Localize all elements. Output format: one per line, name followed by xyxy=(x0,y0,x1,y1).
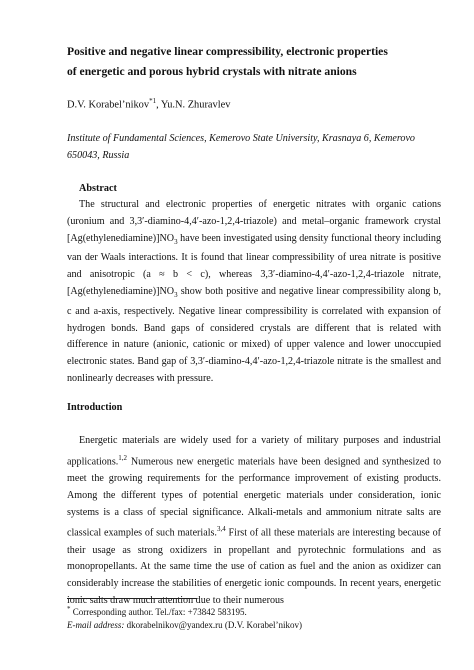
abstract-text xyxy=(67,197,441,388)
intro-part-1: Energetic materials are widely used for a variety of military purposes and industrial applications. xyxy=(67,435,441,468)
affiliation: Institute of Fundamental Sciences, Kemerovo State University, Krasnaya 6, Kemerovo 650043, Russia xyxy=(67,133,415,161)
intro-citation-1: 1,2 xyxy=(118,453,128,462)
introduction-text xyxy=(67,433,441,610)
abstract-part-3: show both positive and negative linear compressibility along b, c and a-axis, respectively. Negative linear compressibility is correlated with expansion of hydrogen bonds. Band gaps of considered crystals are different that is related with difference in nature (anionic, cationic or mixed) of upper valence and lower unoccupied electronic states. Band gap of 3,3′-diamino-4,4′-azo-1,2,4-triazole nitrate is the smallest and nonlinearly decreases with pressure. xyxy=(67,286,441,384)
footnote-text-1: Corresponding author. Tel./fax: +73842 583195. xyxy=(70,607,247,617)
author-2: , Yu.N. Zhuravlev xyxy=(156,99,231,111)
abstract-heading: Abstract xyxy=(79,183,117,194)
footnote-mark: * xyxy=(67,605,71,613)
abstract-part-1: The structural and electronic properties of energetic nitrates with organic cations (uronium and 3,3′-diamino-4,4′-azo-1,2,4-triazole) and metal–organic framework crystal [Ag(ethylenediamine)]NO xyxy=(67,199,441,244)
author-1-mark: *1 xyxy=(149,97,157,105)
abstract-sub-1: 3 xyxy=(174,237,178,246)
footnote-email xyxy=(67,619,302,632)
title-line-2: of energetic and porous hybrid crystals with nitrate anions xyxy=(67,65,357,78)
intro-citation-2: 3,4 xyxy=(216,525,226,534)
email-label: E-mail address: xyxy=(67,620,125,630)
footnote-corresponding xyxy=(67,603,302,619)
abstract-part-2: have been investigated using density functional theory including van der Waals interactions. It is found that linear compressibility of urea nitrate is positive and anisotropic (a ≈ b < c), whereas 3,3′-diamino-4,4′-azo-1,2,4-triazole nitrate, [Ag(ethylenediamine)]NO xyxy=(67,232,441,297)
paper-title xyxy=(67,42,427,82)
title-line-1: Positive and negative linear compressibility, electronic properties xyxy=(67,45,388,58)
email-text: dkorabelnikov@yandex.ru (D.V. Korabel’nikov) xyxy=(124,620,303,630)
intro-part-2: Numerous new energetic materials have been designed and synthesized to meet the growing requirements for the performance improvement of existing products. Among the different types of potential energetic materials under consideration, ionic systems is a class of special significance. Alkali-metals and ammonium nitrate salts are classical examples of such materials. xyxy=(67,456,441,539)
footnote-rule xyxy=(67,598,197,599)
introduction-heading: Introduction xyxy=(67,402,123,413)
abstract-sub-2: 3 xyxy=(174,291,178,300)
author-1: D.V. Korabel’nikov xyxy=(67,99,150,111)
intro-part-3: First of all these materials are interesting because of their usage as strong oxidizers in propellant and pyrotechnic formulations and as monopropellants. At the same time the use of cation as fuel and the anion as oxidizer can considerably increase the stabilities of energetic ionic compounds. In recent years, energetic ionic salts draw much attention due to their numerous xyxy=(67,527,441,606)
footnotes xyxy=(67,603,302,632)
authors xyxy=(67,97,230,110)
